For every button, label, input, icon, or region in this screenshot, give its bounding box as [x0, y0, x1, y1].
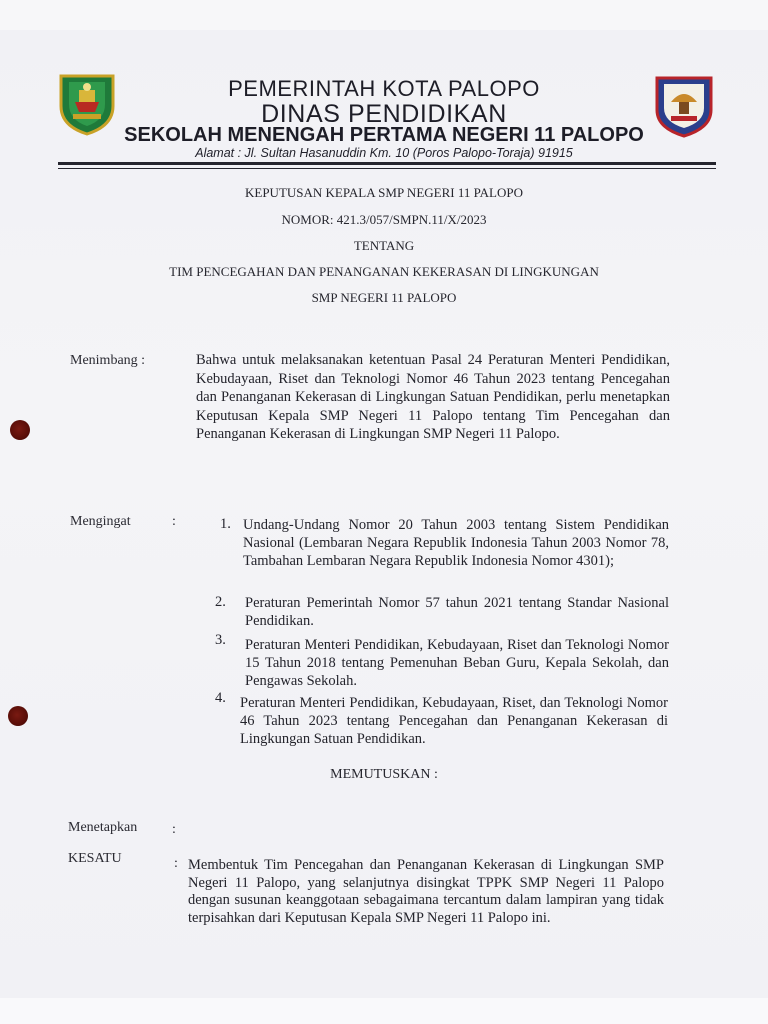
- mengingat-item-4: Peraturan Menteri Pendidikan, Kebudayaan, Riset, dan Teknologi Nomor 46 Tahun 2023 tentang Pencegahan dan Penanganan Kekerasan di Lingkungan Satuan Pendidikan.: [240, 695, 668, 747]
- letterhead-government: PEMERINTAH KOTA PALOPO: [228, 76, 540, 101]
- punch-hole-lower: [8, 706, 28, 726]
- photo-bottom-margin: [0, 998, 768, 1024]
- menimbang-text: Bahwa untuk melaksanakan ketentuan Pasal 24 Peraturan Menteri Pendidikan, Kebudayaan, Riset dan Teknologi Nomor 46 Tahun 2023 tentang Pencegahan dan Penanganan Kekerasan di Lingkungan Satuan Pendidikan, perlu menetapkan Keputusan Kepala SMP Negeri 11 Palopo tentang Tim Pencegahan dan Penanganan Kekerasan di Lingkungan SMP Negeri 11 Palopo.: [196, 352, 670, 442]
- decree-subject-line2: SMP NEGERI 11 PALOPO: [311, 290, 457, 305]
- kesatu-label: KESATU: [68, 851, 122, 866]
- memutuskan-heading: MEMUTUSKAN :: [330, 767, 438, 782]
- menetapkan-colon: :: [172, 822, 176, 837]
- mengingat-number-3: 3.: [215, 632, 226, 648]
- decree-title: KEPUTUSAN KEPALA SMP NEGERI 11 PALOPO: [245, 185, 523, 200]
- letterhead-address: Alamat : Jl. Sultan Hasanuddin Km. 10 (Poros Palopo-Toraja) 91915: [195, 146, 573, 160]
- decree-subject-line1: TIM PENCEGAHAN DAN PENANGANAN KEKERASAN DI LINGKUNGAN: [169, 264, 599, 279]
- mengingat-number-2: 2.: [215, 594, 226, 610]
- mengingat-item-3: Peraturan Menteri Pendidikan, Kebudayaan, Riset dan Teknologi Nomor 15 Tahun 2018 tentang Pemenuhan Beban Guru, Kepala Sekolah, dan Pengawas Sekolah.: [245, 637, 669, 689]
- mengingat-number-4: 4.: [215, 690, 226, 706]
- mengingat-number-1: 1.: [220, 516, 231, 532]
- mengingat-colon: :: [172, 514, 176, 529]
- decree-number: NOMOR: 421.3/057/SMPN.11/X/2023: [281, 212, 487, 227]
- decree-about: TENTANG: [353, 238, 415, 253]
- punch-hole-upper: [10, 420, 30, 440]
- menimbang-label: Menimbang :: [70, 353, 146, 368]
- letterhead-rule-thin: [58, 168, 716, 169]
- photo-top-margin: [0, 0, 768, 30]
- kesatu-text: Membentuk Tim Pencegahan dan Penanganan Kekerasan di Lingkungan SMP Negeri 11 Palopo, yang selanjutnya disingkat TPPK SMP Negeri 11 Palopo dengan susunan keanggotaan sebagaimana tercantum dalam lampiran yang tidak terpisahkan dari Keputusan Kepala SMP Negeri 11 Palopo ini.: [188, 857, 664, 926]
- letterhead-rule-thick: [58, 162, 716, 165]
- mengingat-item-1: Undang-Undang Nomor 20 Tahun 2003 tentang Sistem Pendidikan Nasional (Lembaran Negara Republik Indonesia Tahun 2003 Nomor 78, Tambahan Lembaran Negara Republik Indonesia Nomor 4301);: [243, 517, 669, 569]
- kesatu-colon: :: [174, 856, 178, 871]
- letterhead-department: DINAS PENDIDIKAN: [261, 100, 507, 128]
- letterhead-school: SEKOLAH MENENGAH PERTAMA NEGERI 11 PALOPO: [124, 124, 644, 146]
- mengingat-label: Mengingat: [70, 514, 131, 529]
- mengingat-item-2: Peraturan Pemerintah Nomor 57 tahun 2021 tentang Standar Nasional Pendidikan.: [245, 595, 669, 629]
- menetapkan-label: Menetapkan: [68, 820, 138, 835]
